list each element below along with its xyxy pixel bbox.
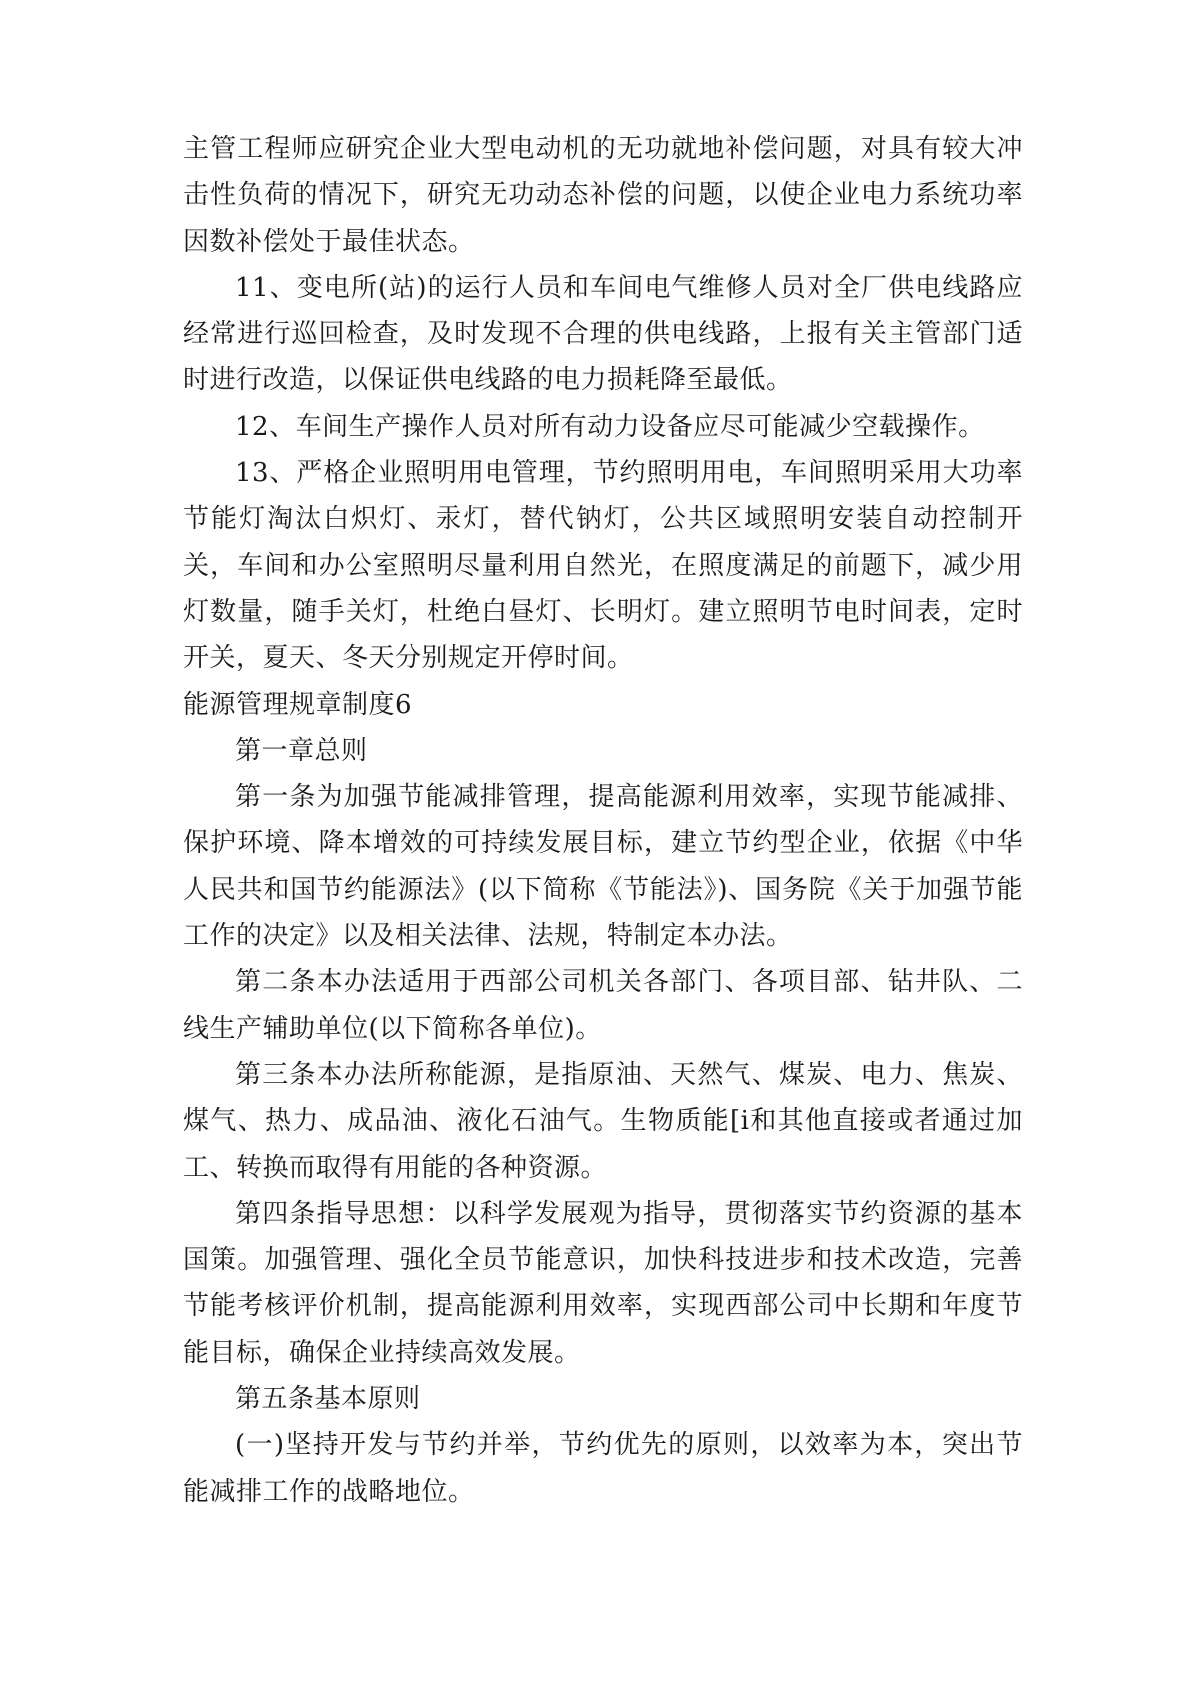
chapter-heading: 第一章总则 — [235, 735, 368, 766]
paragraph-compensation: 主管工程师应研究企业大型电动机的无功就地补偿问题，对具有较大冲击性负荷的情况下，研究无功动态补偿的问题，以使企业电力系统功率因数补偿处于最佳状态。 — [183, 134, 1023, 257]
article-1: 第一条为加强节能减排管理，提高能源利用效率，实现节能减排、保护环境、降本增效的可持续发展目标，建立节约型企业，依据《中华人民共和国节约能源法》(以下简称《节能法》)、国务院《关于加强节能工作的决定》以及相关法律、法规，特制定本办法。 — [183, 782, 1023, 952]
article-4: 第四条指导思想：以科学发展观为指导，贯彻落实节约资源的基本国策。加强管理、强化全员节能意识，加快科技进步和技术改造，完善节能考核评价机制，提高能源利用效率，实现西部公司中长期和年度节能目标，确保企业持续高效发展。 — [183, 1198, 1023, 1368]
document-body — [183, 126, 1023, 1515]
paragraph-item-12: 12、车间生产操作人员对所有动力设备应尽可能减少空载操作。 — [235, 411, 985, 442]
paragraph-item-11: 11、变电所(站)的运行人员和车间电气维修人员对全厂供电线路应经常进行巡回检查，及时发现不合理的供电线路，上报有关主管部门适时进行改造，以保证供电线路的电力损耗降至最低。 — [183, 272, 1023, 396]
article-5-heading: 第五条基本原则 — [235, 1384, 421, 1415]
article-3: 第三条本办法所称能源，是指原油、天然气、煤炭、电力、焦炭、煤气、热力、成品油、液化石油气。生物质能[i和其他直接或者通过加工、转换而取得有用能的各种资源。 — [183, 1059, 1023, 1183]
section-heading: 能源管理规章制度6 — [183, 689, 413, 720]
paragraph-item-13: 13、严格企业照明用电管理，节约照明用电，车间照明采用大功率节能灯淘汰白炽灯、汞灯，替代钠灯，公共区域照明安装自动控制开关，车间和办公室照明尽量利用自然光，在照度满足的前题下，减少用灯数量，随手关灯，杜绝白昼灯、长明灯。建立照明节电时间表，定时开关，夏天、冬天分别规定开停时间。 — [183, 458, 1023, 674]
article-2: 第二条本办法适用于西部公司机关各部门、各项目部、钻井队、二线生产辅助单位(以下简称各单位)。 — [183, 967, 1023, 1044]
article-5-item-1: (一)坚持开发与节约并举，节约优先的原则，以效率为本，突出节能减排工作的战略地位。 — [183, 1430, 1023, 1507]
